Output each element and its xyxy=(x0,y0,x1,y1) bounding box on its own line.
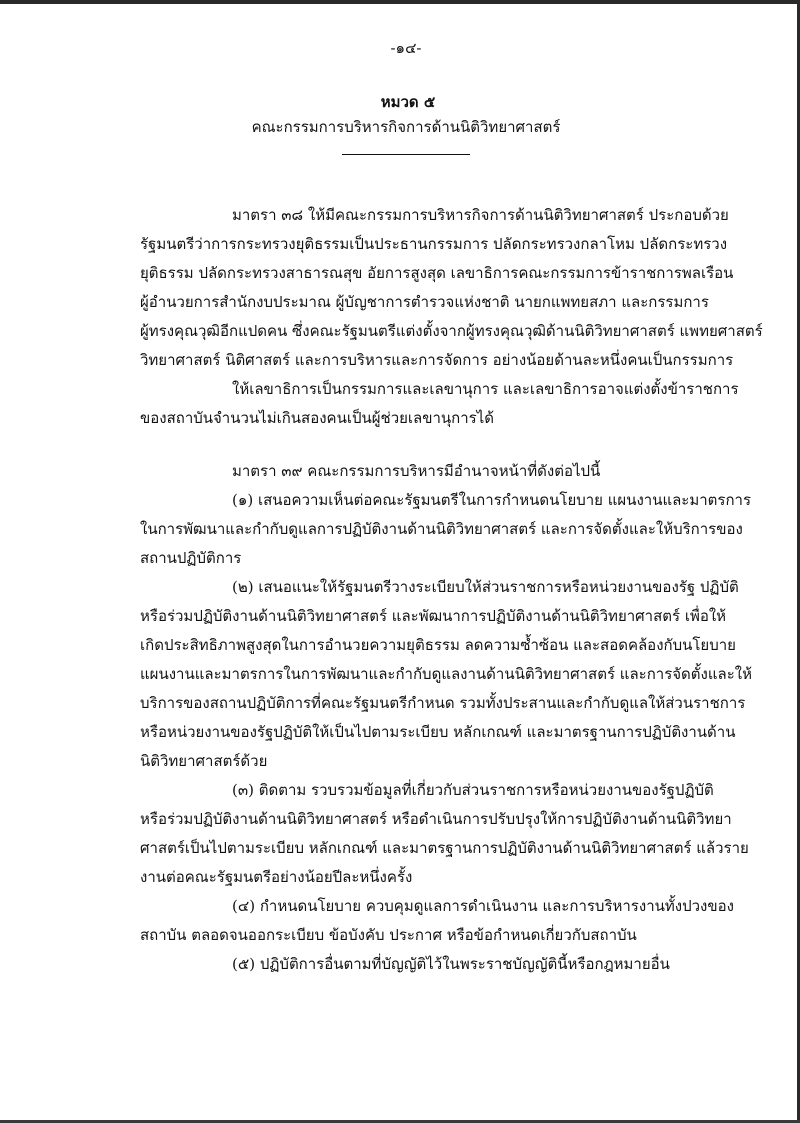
section-38-line-8: ของสถาบันจำนวนไม่เกินสองคนเป็นผู้ช่วยเลขานุการได้ xyxy=(140,409,495,427)
heading-divider xyxy=(342,154,470,155)
item-3-line-1: (๓) ติดตาม รวบรวมข้อมูลที่เกี่ยวกับส่วนราชการหรือหน่วยงานของรัฐปฏิบัติ xyxy=(232,781,714,799)
item-4-line-1: (๔) กำหนดนโยบาย ควบคุมดูแลการดำเนินงาน และการบริหารงานทั้งปวงของ xyxy=(232,897,734,915)
section-38-line-4: ผู้อำนวยการสำนักงบประมาณ ผู้บัญชาการตำรวจแห่งชาติ นายกแพทยสภา และกรรมการ xyxy=(140,293,709,311)
item-2-line-4: แผนงานและมาตรการในการพัฒนาและกำกับดูแลงานด้านนิติวิทยาศาสตร์ และการจัดตั้งและให้ xyxy=(140,665,752,683)
item-3-line-2: หรือร่วมปฏิบัติงานด้านนิติวิทยาศาสตร์ หรือดำเนินการปรับปรุงให้การปฏิบัติงานด้านนิติวิทยา xyxy=(140,810,732,828)
item-2-line-5: บริการของสถานปฏิบัติการที่คณะรัฐมนตรีกำหนด รวมทั้งประสานและกำกับดูแลให้ส่วนราชการ xyxy=(140,694,746,712)
item-3-line-3: ศาสตร์เป็นไปตามระเบียบ หลักเกณฑ์ และมาตรฐานการปฏิบัติงานด้านนิติวิทยาศาสตร์ แล้วราย xyxy=(140,839,749,857)
item-2-line-7: นิติวิทยาศาสตร์ด้วย xyxy=(140,752,268,770)
item-2-line-2: หรือร่วมปฏิบัติงานด้านนิติวิทยาศาสตร์ และพัฒนาการปฏิบัติงานด้านนิติวิทยาศาสตร์ เพื่อให้ xyxy=(140,607,727,625)
item-2-line-3: เกิดประสิทธิภาพสูงสุดในการอำนวยความยุติธรรม ลดความซ้ำซ้อน และสอดคล้องกับนโยบาย xyxy=(140,636,736,654)
item-5-line-1: (๕) ปฏิบัติการอื่นตามที่บัญญัติไว้ในพระราชบัญญัตินี้หรือกฎหมายอื่น xyxy=(232,955,670,973)
section-39-heading: มาตรา ๓๙ คณะกรรมการบริหารมีอำนาจหน้าที่ดังต่อไปนี้ xyxy=(232,462,601,480)
item-2-line-1: (๒) เสนอแนะให้รัฐมนตรีวางระเบียบให้ส่วนราชการหรือหน่วยงานของรัฐ ปฏิบัติ xyxy=(232,578,739,596)
item-3-line-4: งานต่อคณะรัฐมนตรีอย่างน้อยปีละหนึ่งครั้ง xyxy=(140,868,413,886)
item-1-line-1: (๑) เสนอความเห็นต่อคณะรัฐมนตรีในการกำหนดนโยบาย แผนงานและมาตรการ xyxy=(232,491,752,509)
section-38-line-6: วิทยาศาสตร์ นิติศาสตร์ และการบริหารและการจัดการ อย่างน้อยด้านละหนึ่งคนเป็นกรรมการ xyxy=(140,351,734,369)
section-38-line-3: ยุติธรรม ปลัดกระทรวงสาธารณสุข อัยการสูงสุด เลขาธิการคณะกรรมการข้าราชการพลเรือน xyxy=(140,264,734,282)
item-1-line-3: สถานปฏิบัติการ xyxy=(140,549,242,567)
chapter-title: หมวด ๕ xyxy=(380,93,436,111)
section-38-line-1: มาตรา ๓๘ ให้มีคณะกรรมการบริหารกิจการด้านนิติวิทยาศาสตร์ ประกอบด้วย xyxy=(232,206,729,224)
page-number: -๑๔- xyxy=(390,39,422,57)
section-38-line-7: ให้เลขาธิการเป็นกรรมการและเลขานุการ และเลขาธิการอาจแต่งตั้งข้าราชการ xyxy=(232,380,739,398)
item-2-line-6: หรือหน่วยงานของรัฐปฏิบัติให้เป็นไปตามระเบียบ หลักเกณฑ์ และมาตรฐานการปฏิบัติงานด้าน xyxy=(140,723,736,741)
scan-edge-top xyxy=(0,0,800,4)
item-1-line-2: ในการพัฒนาและกำกับดูแลการปฏิบัติงานด้านนิติวิทยาศาสตร์ และการจัดตั้งและให้บริการของ xyxy=(140,520,743,538)
item-4-line-2: สถาบัน ตลอดจนออกระเบียบ ข้อบังคับ ประกาศ หรือข้อกำหนดเกี่ยวกับสถาบัน xyxy=(140,926,637,944)
section-38-line-2: รัฐมนตรีว่าการกระทรวงยุติธรรมเป็นประธานกรรมการ ปลัดกระทรวงกลาโหม ปลัดกระทรวง xyxy=(140,235,728,253)
section-38-line-5: ผู้ทรงคุณวุฒิอีกแปดคน ซึ่งคณะรัฐมนตรีแต่งตั้งจากผู้ทรงคุณวุฒิด้านนิติวิทยาศาสตร์ แพทยศาสตร์ xyxy=(140,322,763,340)
chapter-subtitle: คณะกรรมการบริหารกิจการด้านนิติวิทยาศาสตร์ xyxy=(251,118,561,136)
